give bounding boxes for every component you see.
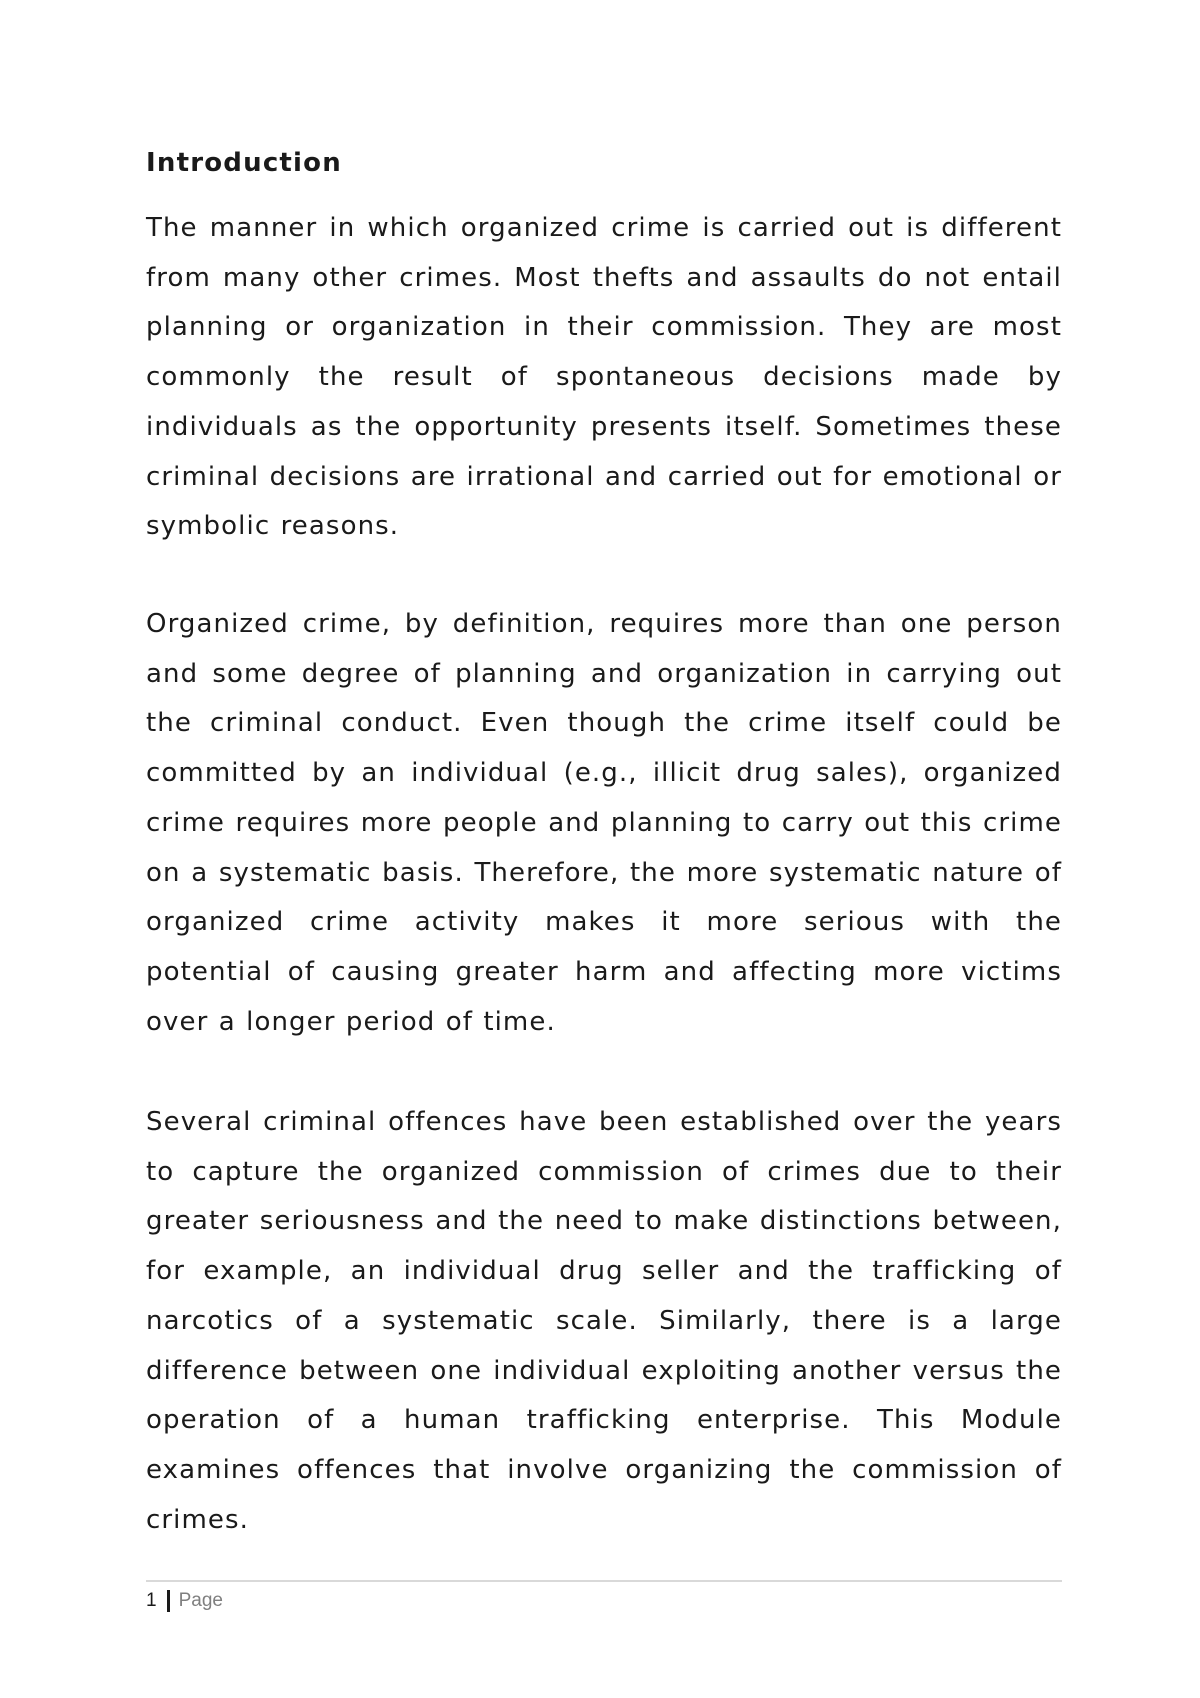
paragraph-1: The manner in which organized crime is carried out is different from many other crimes. Most thefts and assaults do not entail planning or organization in their commission. They are most commonly the result of spontaneous decisions made by individuals as the opportunity presents itself. Sometimes these criminal decisions are irrational and carried out for emotional or symbolic reasons.	[146, 213, 1062, 542]
section-heading: Introduction	[146, 148, 342, 178]
paragraph-2: Organized crime, by definition, requires more than one person and some degree of planning and organization in carrying out the criminal conduct. Even though the crime itself could be committed by an individual (e.g., illicit drug sales), organized crime requires more people and planning to carry out this crime on a systematic basis. Therefore, the more systematic nature of organized crime activity makes it more serious with the potential of causing greater harm and affecting more victims over a longer period of time.	[146, 609, 1062, 1037]
footer-separator	[167, 1590, 170, 1612]
footer-divider	[146, 1580, 1062, 1582]
page-number: 1	[146, 1590, 157, 1611]
document-page	[146, 0, 1062, 1698]
page-footer	[146, 1588, 223, 1614]
page-label: Page	[178, 1590, 223, 1611]
paragraph-3: Several criminal offences have been established over the years to capture the organized commission of crimes due to their greater seriousness and the need to make distinctions between, for example, an individual drug seller and the trafficking of narcotics of a systematic scale. Similarly, there is a large difference between one individual exploiting another versus the operation of a human trafficking enterprise. This Module examines offences that involve organizing the commission of crimes.	[146, 1107, 1062, 1535]
